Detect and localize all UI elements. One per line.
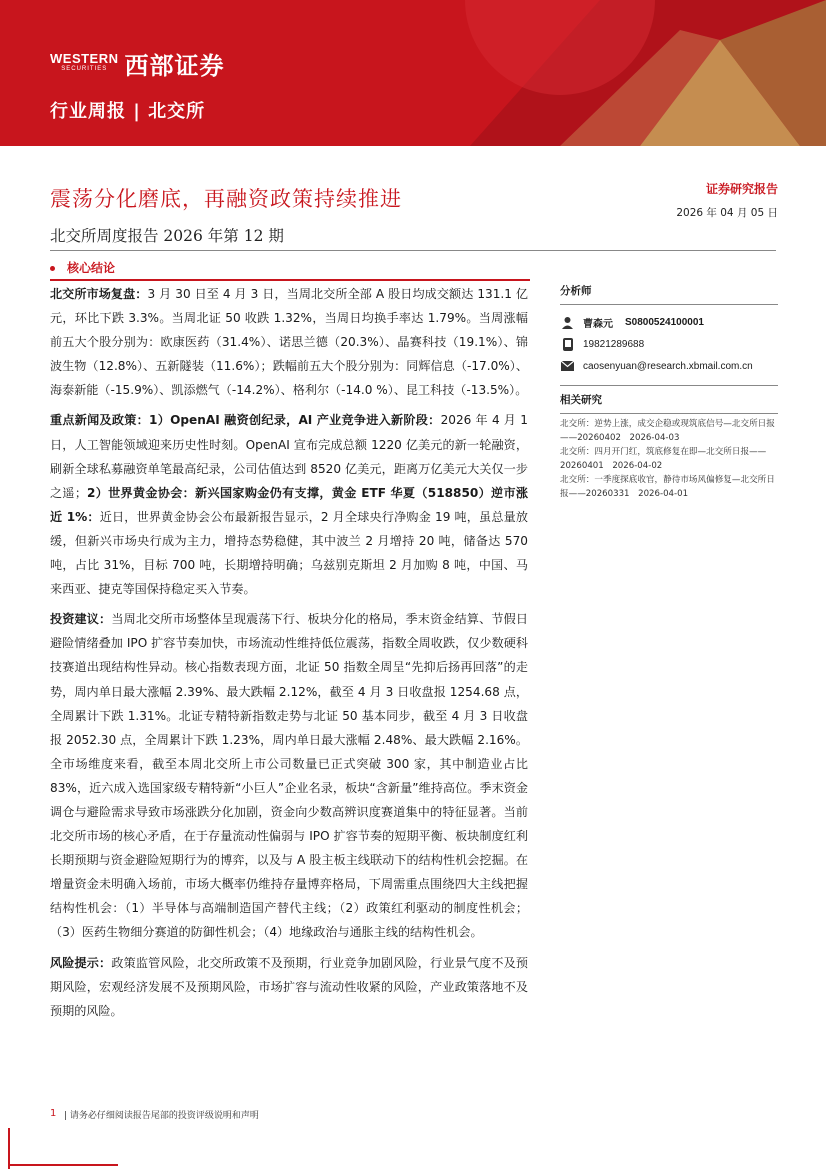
title-divider — [50, 250, 776, 251]
paragraph-text-run: 3 月 30 日至 4 月 3 日，当周北交所全部 A 股日均成交额达 131.1 亿元，环比下跌 3.3%。当周北证 50 收跌 1.32%，当周日均换手率达 1.79%。当周涨幅前五大个股分别为：欧康医药（31.4%）、诺思兰德（20.3%）、晶赛科技（19.1%）、锦波生物（12.8%）、五新隧装（11.6%）；跌幅前五大个股分别为：同辉信息（-17.0%）、海泰新能（-15.9%）、凯添燃气（-14.2%）、格利尔（-14.0 %）、昆工科技（-13.5%）。 — [50, 287, 528, 398]
bullet-dot-icon — [50, 266, 55, 271]
related-research-item[interactable]: 北交所：逆势上涨，成交企稳或现筑底信号—北交所日报——20260402 2026-04-03 — [560, 419, 775, 443]
paragraph-text-run: 当周北交所市场整体呈现震荡下行、板块分化的格局，季末资金结算、节假日避险情绪叠加 IPO 扩容节奏加快，市场流动性维持低位震荡，指数全周收跌，仅少数硬科技赛道出现结构性异动。核心指数表现方面，北证 50 指数全周呈“先抑后扬再回落”的走势，周内单日最大涨幅 2.39%、最大跌幅 2.12%，截至 4 月 3 日收盘报 1254.68 点，全周累计下跌 1.31%。北证专精特新指数走势与北证 50 基本同步，截至 4 月 3 日收盘报 2052.30 点，全周累计下跌 1.23%，周内单日最大涨幅 2.48%、最大跌幅 2.16%。全市场维度来看，截至本周北交所上市公司数量已正式突破 300 家，其中制造业占比 83%，近六成入选国家级专精特新“小巨人”企业名录，板块“含新量”维持高位。季末资金调仓与避险需求导致市场涨跌分化加剧，资金向少数高辨识度赛道集中的特征显著。当前北交所市场的核心矛盾，在于存量流动性偏弱与 IPO 扩容节奏的短期平衡、板块制度红利长期预期与资金避险短期行为的博弈，以及与 A 股主板主线联动下的结构性机会挖掘。在增量资金未明确入场前，市场大概率仍维持存量博弈格局，下周需重点围绕四大主线把握结构性机会：（1）半导体与高端制造国产替代主线；（2）政策红利驱动的制度性机会；（3）医药生物细分赛道的防御性机会；（4）地缘政治与通胀主线的结构性机会。 — [50, 612, 528, 940]
paragraph-text-run: 近日，世界黄金协会公布最新报告显示，2 月全球央行净购金 19 吨，虽总量放缓，但新兴市场央行成为主力，增持态势稳健，其中波兰 2 月增持 20 吨，储备达 570 吨，占比 31%，目标 700 吨，长期增持明确；乌兹别克斯坦 2 月加购 8 吨，中国、马来西亚、捷克等国保持稳定买入节奏。 — [50, 509, 528, 597]
report-subtitle: 北交所周度报告 2026 年第 12 期 — [50, 227, 284, 245]
section-heading: 核心结论 — [50, 259, 115, 276]
paragraph-heading-run: 重点新闻及政策：1）OpenAI 融资创纪录，AI 产业竞争进入新阶段： — [50, 413, 441, 428]
analyst-heading: 分析师 — [560, 285, 592, 297]
body-paragraph — [50, 607, 528, 944]
analyst-panel — [560, 283, 778, 502]
related-research-list — [560, 418, 778, 501]
paragraph-heading-run: 2）世界黄金协会：新兴国家购金仍有支撑，黄金 ETF 华夏（518850）逆市涨近 1%： — [50, 485, 528, 524]
related-heading: 相关研究 — [560, 394, 602, 406]
company-logo — [50, 46, 225, 81]
section-underline — [50, 279, 530, 281]
body-paragraph — [50, 951, 528, 1023]
paragraph-heading-run: 风险提示： — [50, 955, 112, 970]
report-label: 证券研究报告 — [705, 182, 778, 196]
report-date: 2026 年 04 月 05 日 — [676, 207, 778, 219]
analyst-email-row[interactable] — [560, 355, 778, 377]
email-icon — [560, 359, 575, 374]
analyst-email[interactable]: caosenyuan@research.xbmail.com.cn — [583, 360, 753, 372]
related-divider — [560, 413, 778, 414]
paragraph-heading-run: 投资建议： — [50, 612, 112, 627]
analyst-phone-row — [560, 333, 778, 355]
corner-mark-horizontal — [8, 1164, 118, 1166]
corner-mark-vertical — [8, 1128, 10, 1169]
related-divider-top — [560, 385, 778, 386]
user-icon — [560, 315, 575, 330]
related-research-item[interactable]: 北交所：四月开门红，筑底修复在即—北交所日报——20260401 2026-04-02 — [560, 447, 767, 471]
analyst-phone: 19821289688 — [583, 338, 645, 350]
phone-icon — [560, 337, 575, 352]
analyst-name-row — [560, 311, 778, 333]
logo-english: WESTERN SECURITIES — [50, 50, 119, 72]
paragraph-heading-run: 北交所市场复盘： — [50, 287, 148, 301]
main-content — [50, 282, 528, 1029]
related-research-item[interactable]: 北交所：一季度探底收官，静待市场风偏修复—北交所日报——20260331 2026-04-01 — [560, 475, 775, 499]
header-banner — [0, 0, 826, 146]
paragraph-text-run: 政策监管风险，北交所政策不及预期，行业竞争加剧风险，行业景气度不及预期风险，宏观经济发展不及预期风险，市场扩容与流动性收紧的风险，产业政策落地不及预期的风险。 — [50, 955, 528, 1018]
analyst-cert: S0800524100001 — [625, 316, 704, 328]
analyst-divider — [560, 304, 778, 305]
analyst-name: 曹森元 — [583, 318, 613, 330]
report-title: 震荡分化磨底，再融资政策持续推进 — [50, 187, 402, 211]
report-category: 行业周报 | 北交所 — [50, 101, 206, 122]
footer-disclaimer: | 请务必仔细阅读报告尾部的投资评级说明和声明 — [64, 1111, 259, 1121]
body-paragraph — [50, 282, 528, 402]
body-paragraph — [50, 408, 528, 601]
paragraph-text-run: 2026 年 4 月 1 日，人工智能领域迎来历史性时刻。OpenAI 宣布完成总额 1220 亿美元的新一轮融资，刷新全球私募融资单笔最高纪录，公司估值达到 8520 亿美元，距离万亿美元大关仅一步之遥； — [50, 413, 528, 500]
logo-chinese: 西部证券 — [124, 52, 225, 80]
page-number: 1 — [50, 1108, 57, 1119]
